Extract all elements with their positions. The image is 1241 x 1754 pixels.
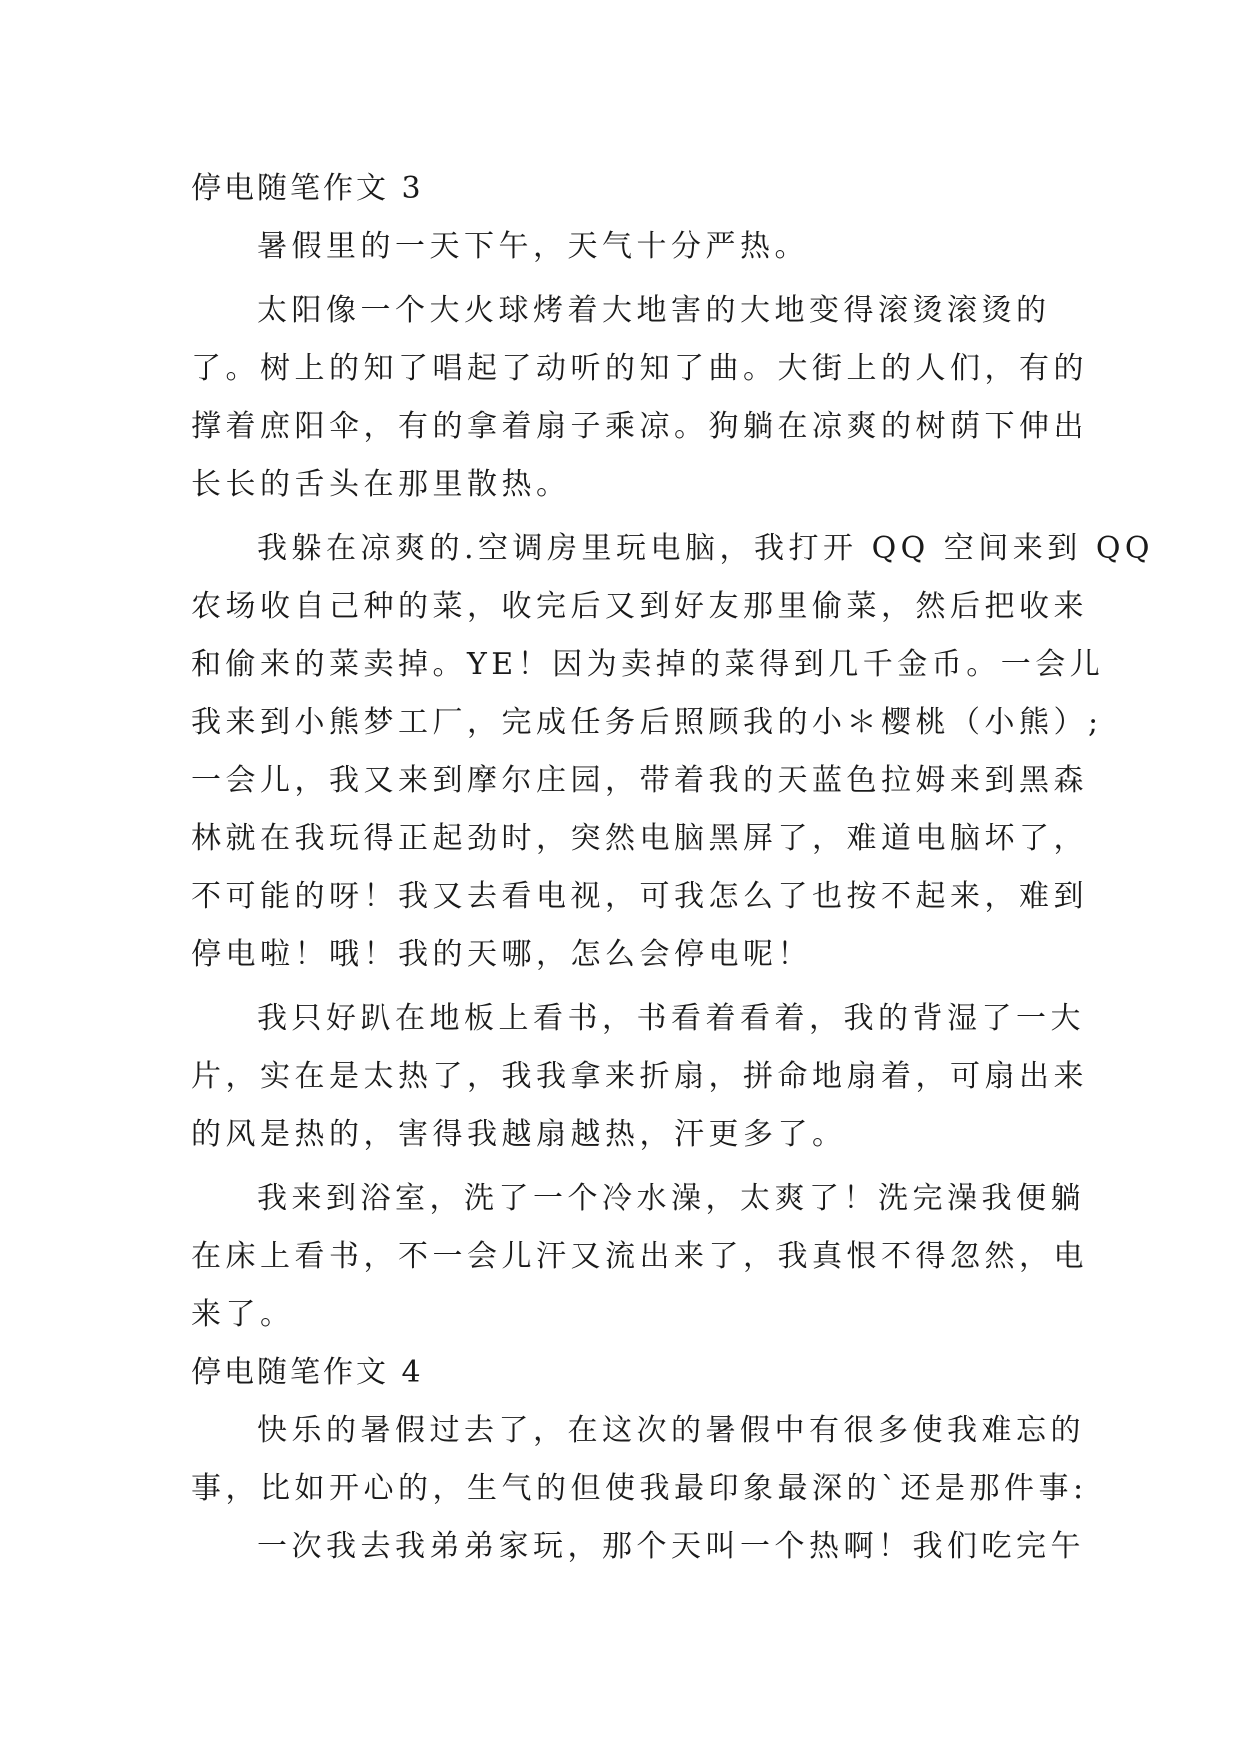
text-line: 我只好趴在地板上看书，书看着看着，我的背湿了一大 [257, 1001, 1085, 1036]
text-line: 快乐的暑假过去了，在这次的暑假中有很多使我难忘的 [257, 1413, 1085, 1448]
text-line: 一次我去我弟弟家玩，那个天叫一个热啊！我们吃完午 [257, 1529, 1085, 1564]
document-page [191, 160, 1155, 1576]
text-line: 长长的舌头在那里散热。 [191, 467, 571, 502]
section-title: 停电随笔作文 4 [191, 1355, 424, 1390]
text-line: 片，实在是太热了，我我拿来折扇，拼命地扇着，可扇出来 [191, 1059, 1088, 1094]
paragraph [191, 218, 1051, 276]
text-line: 撑着庶阳伞，有的拿着扇子乘凉。狗躺在凉爽的树荫下伸出 [191, 409, 1088, 444]
paragraph [191, 1170, 1088, 1344]
text-line: 了。树上的知了唱起了动听的知了曲。大街上的人们，有的 [191, 351, 1088, 386]
text-line: 来了。 [191, 1297, 295, 1332]
text-line: 和偷来的菜卖掉。YE！因为卖掉的菜得到几千金币。一会儿 [191, 647, 1105, 682]
text-line: 农场收自己种的菜，收完后又到好友那里偷菜，然后把收来 [191, 589, 1088, 624]
text-line: 我来到小熊梦工厂，完成任务后照顾我的小＊樱桃（小熊）; [191, 705, 1103, 740]
section-title: 停电随笔作文 3 [191, 171, 424, 206]
paragraph [191, 1402, 1088, 1518]
text-line: 我来到浴室，洗了一个冷水澡，太爽了！洗完澡我便躺 [257, 1181, 1085, 1216]
paragraph [191, 282, 1088, 514]
paragraph [191, 520, 1155, 984]
paragraph [191, 1518, 1085, 1576]
paragraph [191, 990, 1088, 1164]
text-line: 太阳像一个大火球烤着大地害的大地变得滚烫滚烫的 [257, 293, 1051, 328]
text-line: 的风是热的，害得我越扇越热，汗更多了。 [191, 1117, 847, 1152]
text-line: 在床上看书，不一会儿汗又流出来了，我真恨不得忽然，电 [191, 1239, 1088, 1274]
text-line: 暑假里的一天下午，天气十分严热。 [257, 229, 809, 264]
text-line: 一会儿，我又来到摩尔庄园，带着我的天蓝色拉姆来到黑森 [191, 763, 1088, 798]
text-line: 我躲在凉爽的.空调房里玩电脑，我打开 QQ 空间来到 QQ [257, 531, 1155, 566]
text-line: 林就在我玩得正起劲时，突然电脑黑屏了，难道电脑坏了， [191, 821, 1088, 856]
text-line: 停电啦！哦！我的天哪，怎么会停电呢！ [191, 937, 812, 972]
text-line: 事，比如开心的，生气的但使我最印象最深的`还是那件事: [191, 1471, 1088, 1506]
text-line: 不可能的呀！我又去看电视，可我怎么了也按不起来，难到 [191, 879, 1088, 914]
